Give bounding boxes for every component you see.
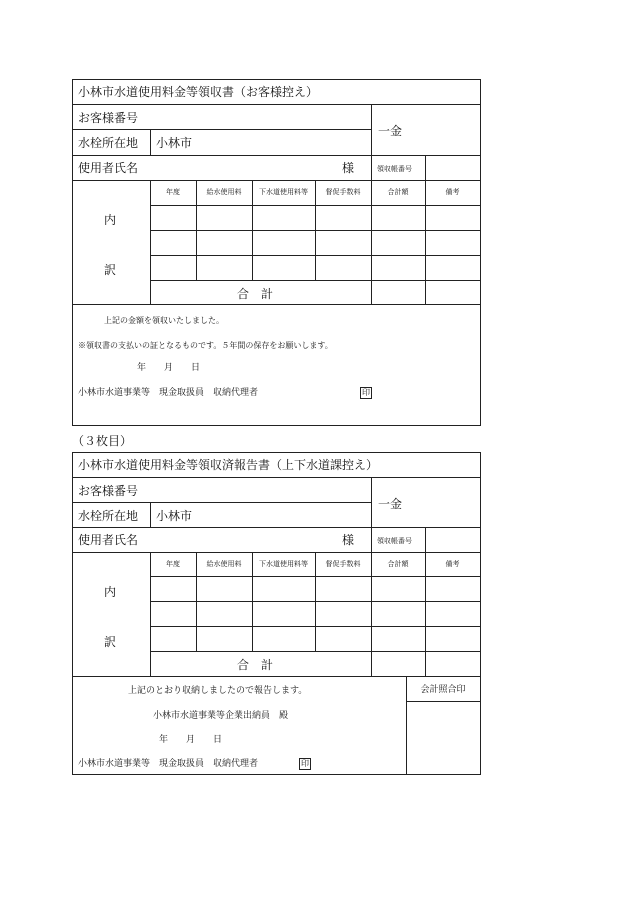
- column-header: 給水使用料: [206, 188, 242, 196]
- customer-number-label: お客様番号: [78, 111, 139, 125]
- column-header: 給水使用料: [206, 560, 242, 568]
- column-header: 備考: [445, 188, 460, 196]
- column-header: 合計額: [387, 560, 409, 568]
- form-title: 小林市水道使用料金等領収書（お客様控え）: [78, 85, 319, 99]
- breakdown-label-bottom: 訳: [104, 263, 117, 277]
- receipt-number-label: 領収帳番号: [377, 537, 412, 545]
- meter-location-value: 小林市: [156, 509, 193, 523]
- seal-mark: 印: [301, 759, 309, 768]
- audit-seal-label: 会計照合印: [420, 685, 466, 695]
- honorific: 様: [342, 161, 355, 175]
- breakdown-label-top: 内: [104, 213, 117, 227]
- meter-location-label: 水栓所在地: [78, 136, 139, 150]
- column-header: 年度: [166, 188, 180, 196]
- user-name-label: 使用者氏名: [78, 161, 139, 175]
- column-header: 督促手数料: [325, 560, 361, 568]
- column-header: 合計額: [387, 188, 409, 196]
- date-line: 年 月 日: [159, 735, 223, 745]
- breakdown-label-top: 内: [104, 585, 117, 599]
- issuer-line: 小林市水道事業等 現金取扱員 収納代理者: [78, 759, 259, 769]
- amount-label: 一金: [378, 497, 403, 511]
- column-header: 下水道使用料等: [259, 560, 308, 568]
- column-header: 備考: [445, 560, 460, 568]
- honorific: 様: [342, 533, 355, 547]
- amount-label: 一金: [378, 124, 403, 138]
- meter-location-value: 小林市: [156, 136, 193, 150]
- total-label: 合 計: [237, 658, 274, 672]
- received-note: 上記の金額を領収いたしました。: [104, 316, 224, 325]
- breakdown-label-bottom: 訳: [104, 635, 117, 649]
- column-header: 下水道使用料等: [259, 188, 308, 196]
- proof-note: ※領収書の支払いの証となるものです。５年間の保存をお願いします。: [78, 341, 333, 350]
- seal-mark: 印: [362, 388, 370, 397]
- user-name-label: 使用者氏名: [78, 533, 139, 547]
- sheet-label: （３枚目）: [72, 434, 133, 448]
- issuer-line: 小林市水道事業等 現金取扱員 収納代理者: [78, 388, 259, 398]
- customer-number-label: お客様番号: [78, 484, 139, 498]
- reported-note: 上記のとおり収納しましたので報告します。: [128, 686, 308, 696]
- date-line: 年 月 日: [137, 363, 201, 373]
- column-header: 年度: [166, 560, 180, 568]
- form-title: 小林市水道使用料金等領収済報告書（上下水道課控え）: [78, 458, 379, 472]
- receipt-number-label: 領収帳番号: [377, 165, 412, 173]
- total-label: 合 計: [237, 287, 274, 301]
- addressee: 小林市水道事業等企業出納員 殿: [153, 711, 289, 721]
- meter-location-label: 水栓所在地: [78, 509, 139, 523]
- column-header: 督促手数料: [325, 188, 361, 196]
